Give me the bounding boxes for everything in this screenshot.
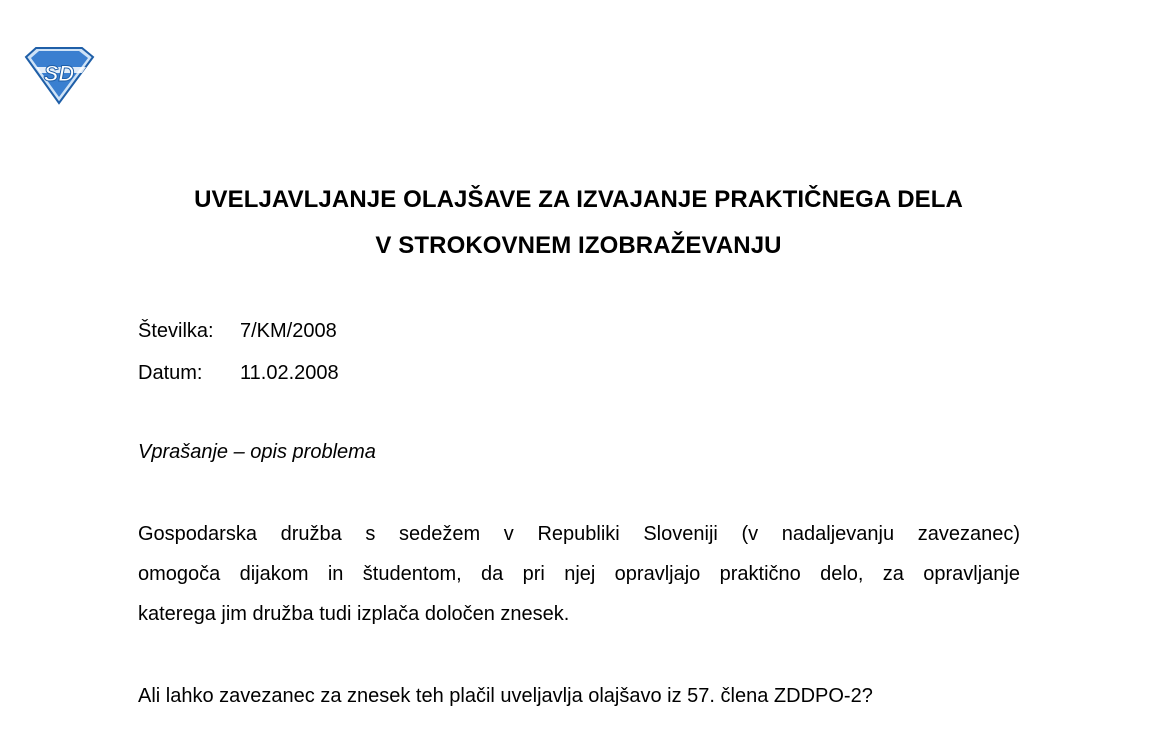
document-date-row (138, 362, 339, 385)
document-date-label: Datum: (138, 362, 203, 384)
document-number-label: Številka: (138, 320, 214, 342)
paragraph-line: omogoča dijakom in študentom, da pri njej opravljajo praktično delo, za opravljanje (138, 563, 1020, 585)
document-date-value: 11.02.2008 (240, 362, 339, 384)
document-number-row (138, 320, 337, 343)
problem-description-paragraph (138, 514, 1020, 634)
document-title-line-2: V STROKOVNEM IZOBRAŽEVANJU (375, 232, 782, 259)
document-number-value: 7/KM/2008 (240, 320, 337, 342)
paragraph-line: Gospodarska družba s sedežem v Republiki Sloveniji (v nadaljevanju zavezanec) (138, 523, 1020, 545)
sd-shield-logo-icon (22, 47, 96, 105)
paragraph-line: katerega jim družba tudi izplača določen znesek. (138, 603, 570, 625)
document-title-line-1: UVELJAVLJANJE OLAJŠAVE ZA IZVAJANJE PRAKTIČNEGA DELA (194, 186, 963, 213)
section-heading: Vprašanje – opis problema (138, 441, 376, 463)
logo-text: SD (43, 61, 75, 86)
question-paragraph: Ali lahko zavezanec za znesek teh plačil uveljavlja olajšavo iz 57. člena ZDDPO-2? (138, 685, 873, 707)
